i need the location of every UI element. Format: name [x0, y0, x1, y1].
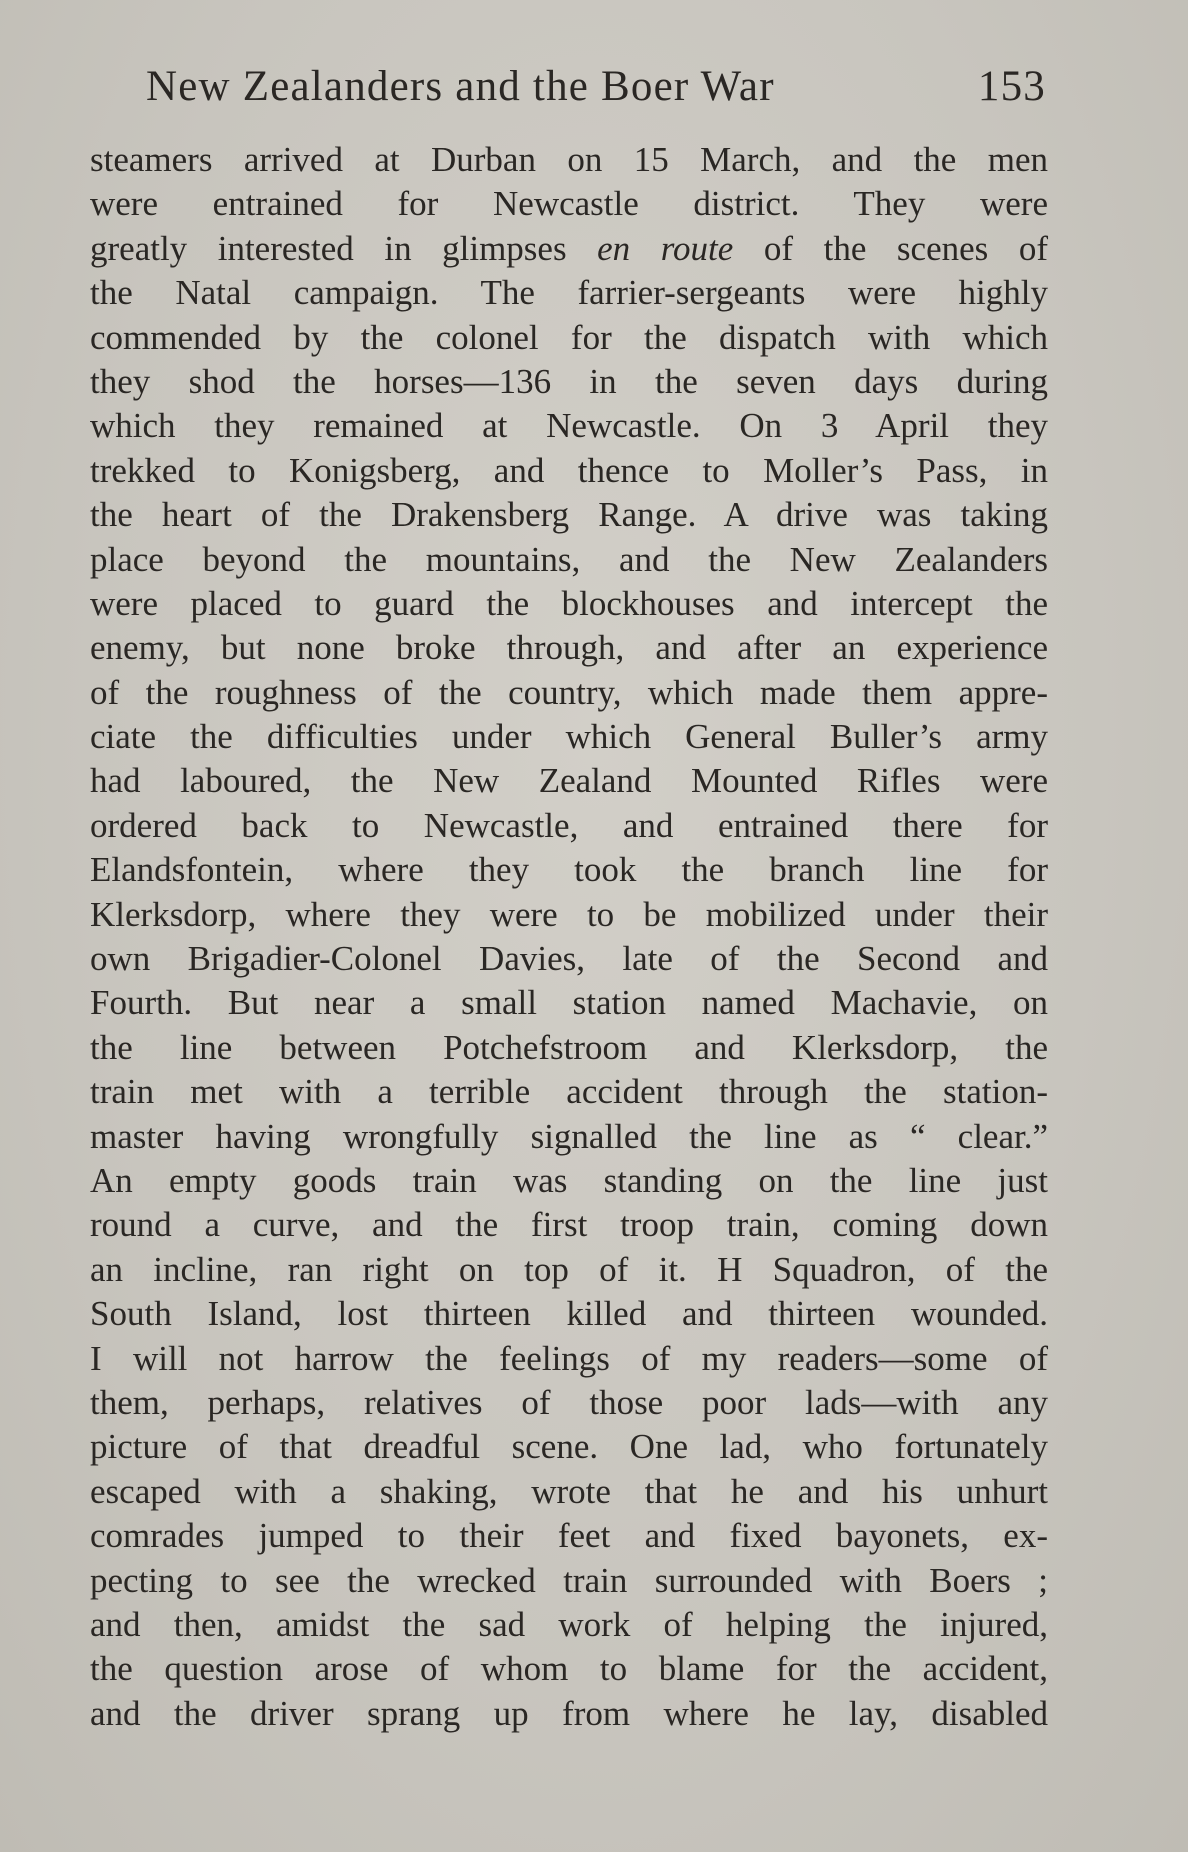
running-title: New Zealanders and the Boer War [146, 63, 775, 110]
text-line: greatly interested in glimpses en route of the scenes of [90, 228, 1048, 268]
text-line: master having wrongfully signalled the line as “ clear.” [90, 1116, 1048, 1156]
text-line: An empty goods train was standing on the line just [90, 1160, 1048, 1200]
text-line: them, perhaps, relatives of those poor lads—with any [90, 1382, 1048, 1422]
text-line: of the roughness of the country, which made them appre- [90, 672, 1048, 712]
text-line: were entrained for Newcastle district. They were [90, 184, 1048, 224]
text-line: picture of that dreadful scene. One lad, who fortunately [90, 1427, 1048, 1467]
text-line: Elandsfontein, where they took the branch line for [90, 850, 1048, 890]
text-line: Klerksdorp, where they were to be mobilized under their [90, 894, 1048, 934]
body-text [90, 138, 1048, 1736]
text-line: the line between Potchefstroom and Klerksdorp, the [90, 1027, 1048, 1067]
text-line: comrades jumped to their feet and fixed bayonets, ex- [90, 1516, 1048, 1556]
text-line: Fourth. But near a small station named Machavie, on [90, 983, 1048, 1023]
text-line: the question arose of whom to blame for the accident, [90, 1649, 1048, 1689]
text-line: the Natal campaign. The farrier-sergeants were highly [90, 273, 1048, 313]
text-line: were placed to guard the blockhouses and intercept the [90, 583, 1048, 623]
text-line: they shod the horses—136 in the seven days during [90, 361, 1048, 401]
text-line: trekked to Konigsberg, and thence to Moller’s Pass, in [90, 450, 1048, 490]
text-line: train met with a terrible accident through the station- [90, 1072, 1048, 1112]
text-line: and the driver sprang up from where he lay, disabled [90, 1693, 1048, 1733]
text-line: own Brigadier-Colonel Davies, late of the Second and [90, 939, 1048, 979]
text-line: pecting to see the wrecked train surrounded with Boers ; [90, 1560, 1048, 1600]
text-line: an incline, ran right on top of it. H Squadron, of the [90, 1249, 1048, 1289]
text-line: commended by the colonel for the dispatch with which [90, 317, 1048, 357]
text-line: enemy, but none broke through, and after an experience [90, 628, 1048, 668]
text-line: which they remained at Newcastle. On 3 April they [90, 406, 1048, 446]
text-line: place beyond the mountains, and the New Zealanders [90, 539, 1048, 579]
text-line: and then, amidst the sad work of helping the injured, [90, 1604, 1048, 1644]
running-head [146, 62, 1046, 122]
text-line: the heart of the Drakensberg Range. A drive was taking [90, 495, 1048, 535]
text-line: ciate the difficulties under which General Buller’s army [90, 717, 1048, 757]
text-line: steamers arrived at Durban on 15 March, and the men [90, 140, 1048, 179]
text-line: ordered back to Newcastle, and entrained there for [90, 805, 1048, 845]
text-line: I will not harrow the feelings of my readers—some of [90, 1338, 1048, 1378]
text-line: escaped with a shaking, wrote that he and his unhurt [90, 1471, 1048, 1511]
text-line: South Island, lost thirteen killed and thirteen wounded. [90, 1294, 1048, 1334]
page-number: 153 [977, 63, 1046, 110]
text-line: had laboured, the New Zealand Mounted Rifles were [90, 761, 1048, 801]
text-line: round a curve, and the first troop train, coming down [90, 1205, 1048, 1245]
